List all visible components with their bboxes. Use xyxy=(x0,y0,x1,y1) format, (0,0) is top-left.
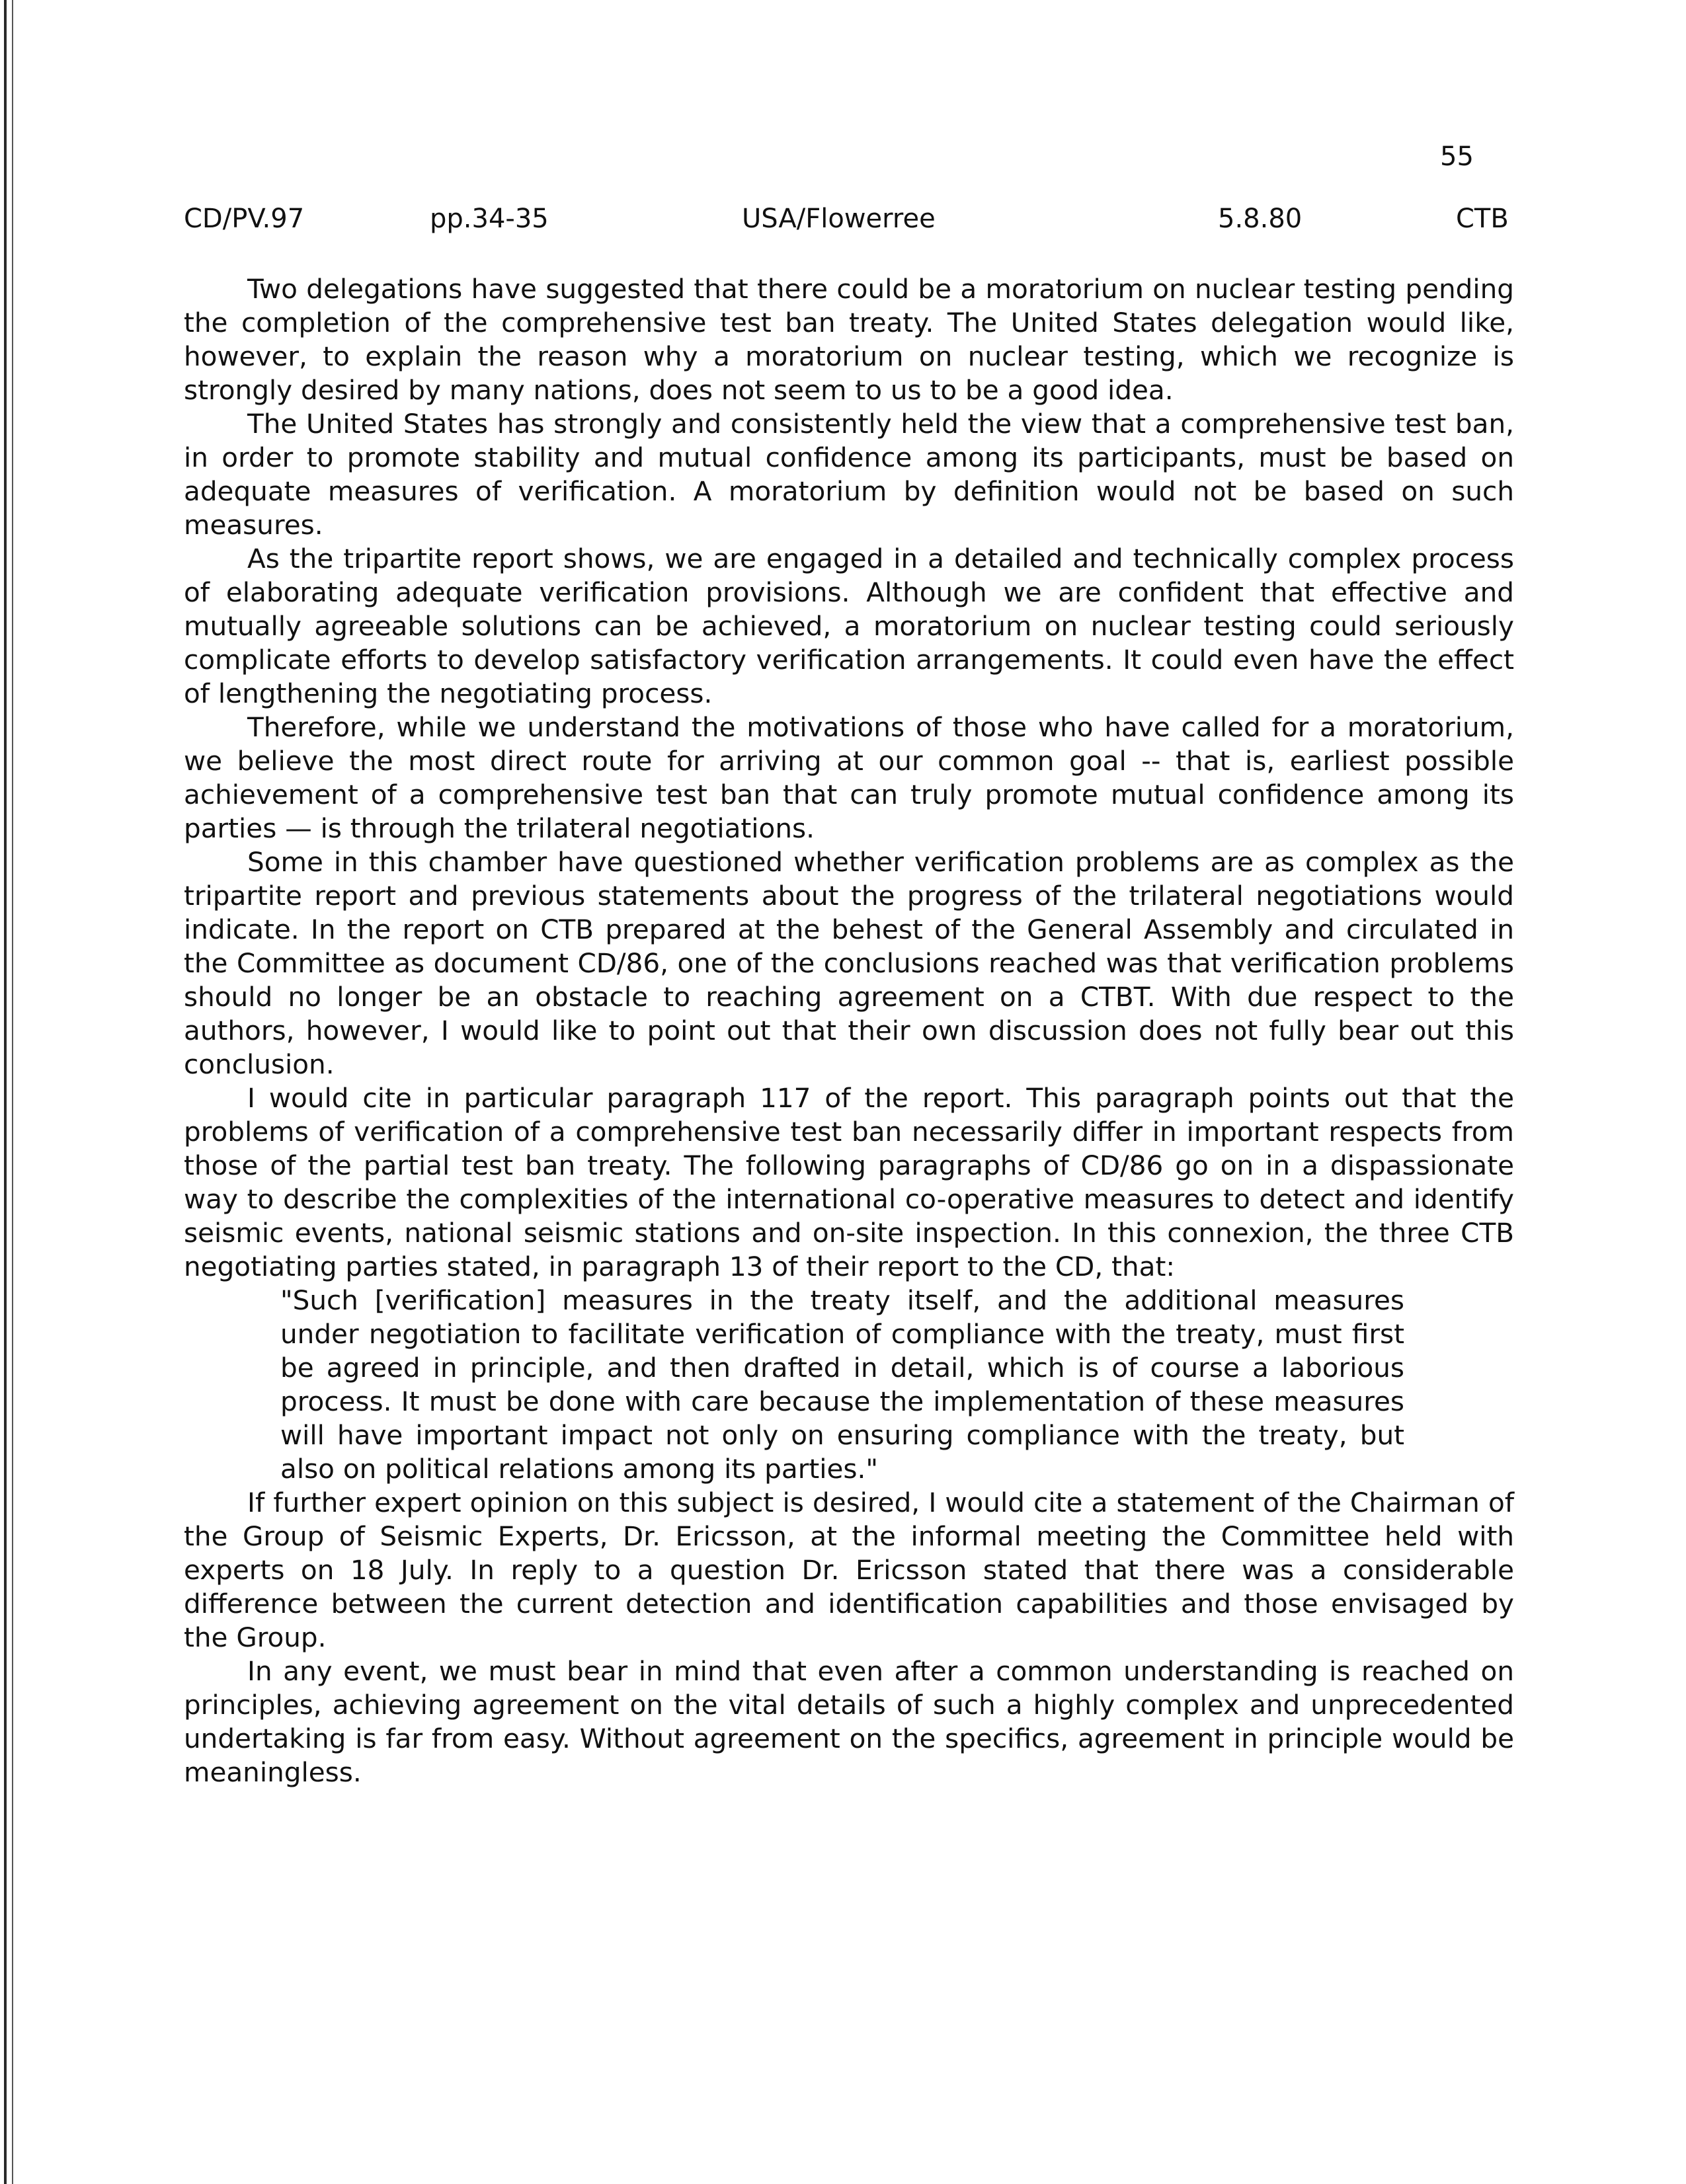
header-speaker: USA/Flowerree xyxy=(742,204,936,234)
paragraph: As the tripartite report shows, we are engaged in a detailed and technically complex process of elaborating adequate verification provisions. Although we are confident that effective and mutually agreeable solutions can be achieved, a moratorium on nuclear testing could seriously complicate efforts to develop satisfactory verification arrangements. It could even have the effect of lengthening the negotiating process. xyxy=(184,543,1514,709)
paragraph: Some in this chamber have questioned whether verification problems are as complex as the tripartite report and previous statements about the progress of the trilateral negotiations would indicate. In the report on CTB prepared at the behest of the General Assembly and circulated in the Committee as document CD/86, one of the conclusions reached was that verification problems should no longer be an obstacle to reaching agreement on a CTBT. With due respect to the authors, however, I would like to point out that their own discussion does not fully bear out this conclusion. xyxy=(184,846,1514,1080)
paragraph: The United States has strongly and consistently held the view that a comprehensive test ban, in order to promote stability and mutual confidence among its participants, must be based on adequate measures of verification. A moratorium by definition would not be based on such measures. xyxy=(184,408,1514,541)
paragraph: If further expert opinion on this subject is desired, I would cite a statement of the Chairman of the Group of Seismic Experts, Dr. Ericsson, at the informal meeting the Committee held with experts on 18 July. In reply to a question Dr. Ericsson stated that there was a considerable difference between the current detection and identification capabilities and those envisaged by the Group. xyxy=(184,1487,1514,1653)
paragraph: Two delegations have suggested that there could be a moratorium on nuclear testing pending the completion of the comprehensive test ban treaty. The United States delegation would like, however, to explain the reason why a moratorium on nuclear testing, which we recognize is strongly desired by many nations, does not seem to us to be a good idea. xyxy=(184,273,1514,406)
block-quote: "Such [verification] measures in the treaty itself, and the additional measures under negotiation to facilitate verification of compliance with the treaty, must first be agreed in principle, and then drafted in detail, which is of course a laborious process. It must be done with care because the implementation of these measures will have important impact not only on ensuring compliance with the treaty, but also on political relations among its parties." xyxy=(280,1284,1404,1485)
statement-body xyxy=(184,272,1514,1789)
paragraph: In any event, we must bear in mind that even after a common understanding is reached on principles, achieving agreement on the vital details of such a highly complex and unprecedented undertaking is far from easy. Without agreement on the specifics, agreement in principle would be meaningless. xyxy=(184,1655,1514,1788)
page-number: 55 xyxy=(1440,141,1474,172)
header-document-symbol: CD/PV.97 xyxy=(184,204,305,234)
paragraph: Therefore, while we understand the motivations of those who have called for a moratorium, we believe the most direct route for arriving at our common goal -- that is, earliest possible achievement of a comprehensive test ban that can truly promote mutual confidence among its parties — is through the trilateral negotiations. xyxy=(184,711,1514,844)
document-header xyxy=(184,204,1518,243)
binding-edge-inner xyxy=(12,0,13,2184)
paragraph: I would cite in particular paragraph 117 of the report. This paragraph points out that the problems of verification of a comprehensive test ban necessarily differ in important respects from those of the partial test ban treaty. The following paragraphs of CD/86 go on in a dispassionate way to describe the complexities of the international co-operative measures to detect and identify seismic events, national seismic stations and on-site inspection. In this connexion, the three CTB negotiating parties stated, in paragraph 13 of their report to the CD, that: xyxy=(184,1082,1514,1282)
header-topic: CTB xyxy=(1456,204,1509,234)
binding-edge xyxy=(4,0,7,2184)
header-date: 5.8.80 xyxy=(1218,204,1303,234)
header-pages: pp.34-35 xyxy=(430,204,549,234)
